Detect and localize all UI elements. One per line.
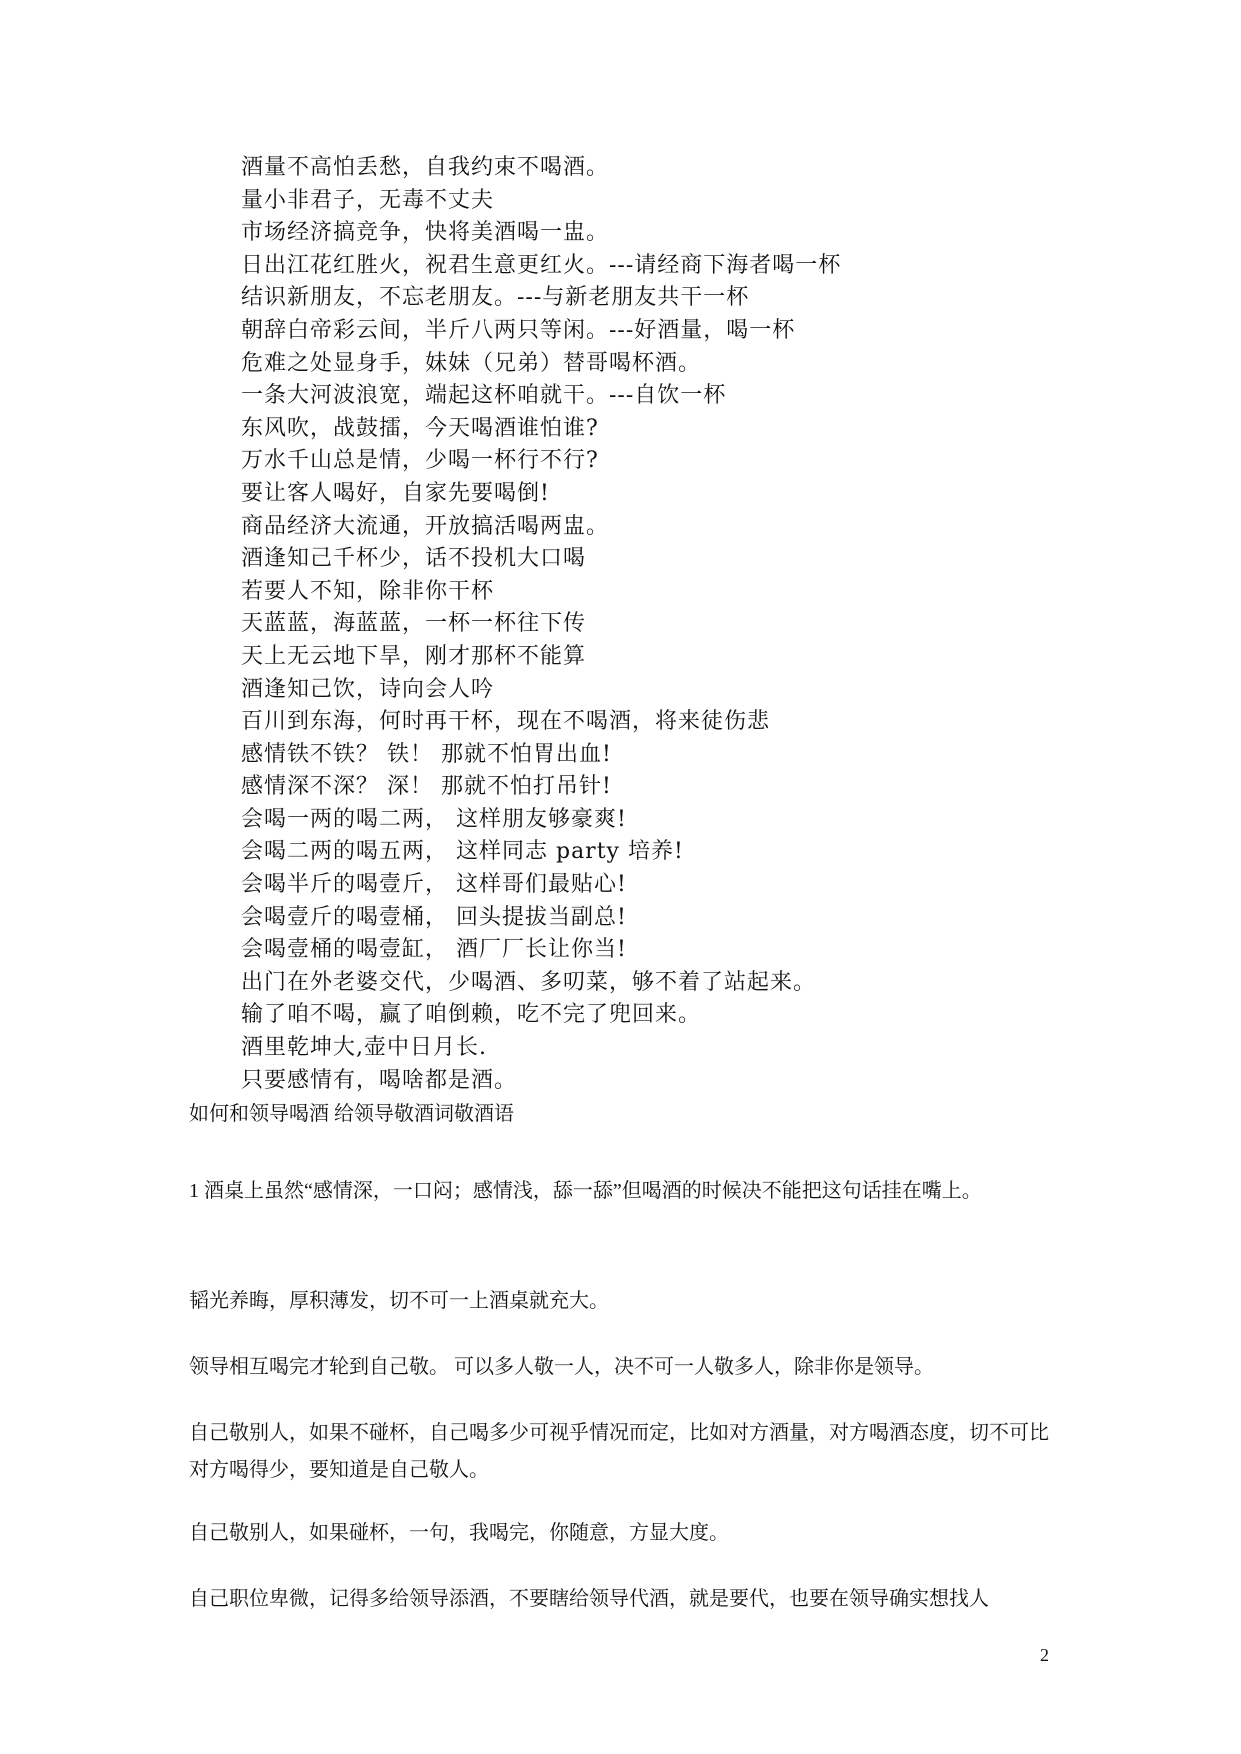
paragraph-text: 领导相互喝完才轮到自己敬。 可以多人敬一人，决不可一人敬多人，除非你是领导。 — [189, 1356, 934, 1378]
body-paragraph — [189, 1283, 1059, 1320]
verse-line: 要让客人喝好，自家先要喝倒! — [241, 480, 550, 506]
verse-line: 百川到东海，何时再干杯，现在不喝酒，将来徒伤悲 — [241, 709, 771, 735]
verse-line: 酒量不高怕丢愁，自我约束不喝酒。 — [241, 155, 610, 180]
verse-line: 商品经济大流通，开放搞活喝两盅。 — [241, 513, 610, 539]
toast-verse-list — [241, 152, 1141, 1097]
verse-line: 天蓝蓝，海蓝蓝，一杯一杯往下传 — [241, 611, 587, 637]
verse-line: 市场经济搞竞争，快将美酒喝一盅。 — [241, 220, 610, 246]
verse-line: 东风吹，战鼓擂，今天喝酒谁怕谁? — [241, 415, 599, 441]
verse-line: 会喝半斤的喝壹斤， 这样哥们最贴心! — [241, 872, 627, 898]
body-paragraph — [189, 1173, 1059, 1210]
verse-line: 输了咱不喝，赢了咱倒赖，吃不完了兜回来。 — [241, 1002, 702, 1028]
verse-line: 感情深不深？ 深！ 那就不怕打吊针! — [241, 774, 612, 800]
verse-line: 出门在外老婆交代，少喝酒、多叨菜，够不着了站起来。 — [241, 969, 817, 995]
verse-line: 朝辞白帝彩云间，半斤八两只等闲。---好酒量，喝一杯 — [241, 317, 796, 343]
verse-line: 量小非君子，无毒不丈夫 — [241, 187, 495, 213]
page-number: 2 — [1040, 1645, 1049, 1665]
paragraph-text: 自己敬别人，如果碰杯，一句，我喝完，你随意，方显大度。 — [189, 1522, 729, 1544]
verse-line: 会喝壹桶的喝壹缸， 酒厂厂长让你当! — [241, 937, 627, 963]
verse-line: 会喝一两的喝二两， 这样朋友够豪爽! — [241, 806, 627, 832]
body-paragraph — [189, 1415, 1059, 1489]
verse-line: 酒里乾坤大,壶中日月长. — [241, 1035, 487, 1061]
verse-line: 一条大河波浪宽，端起这杯咱就干。---自饮一杯 — [241, 383, 727, 409]
verse-line: 会喝二两的喝五两， 这样同志 party 培养! — [241, 839, 684, 865]
body-paragraph — [189, 1581, 1059, 1618]
verse-line: 危难之处显身手，妹妹（兄弟）替哥喝杯酒。 — [241, 350, 702, 376]
body-paragraph — [189, 1515, 1059, 1552]
verse-line: 天上无云地下旱，刚才那杯不能算 — [241, 643, 587, 669]
verse-line: 感情铁不铁？ 铁！ 那就不怕胃出血! — [241, 741, 612, 767]
verse-line: 万水千山总是情，少喝一杯行不行? — [241, 448, 599, 474]
paragraph-text: 自己职位卑微，记得多给领导添酒，不要瞎给领导代酒，就是要代，也要在领导确实想找人 — [189, 1588, 989, 1610]
paragraph-text: 自己敬别人，如果不碰杯，自己喝多少可视乎情况而定，比如对方酒量，对方喝酒态度，切不可比对方喝得少，要知道是自己敬人。 — [189, 1422, 1049, 1481]
verse-line: 只要感情有，喝啥都是酒。 — [241, 1067, 518, 1093]
paragraph-text: 1 酒桌上虽然“感情深，一口闷；感情浅，舔一舔”但喝酒的时候决不能把这句话挂在嘴上。 — [189, 1180, 982, 1202]
verse-line: 日出江花红胜火，祝君生意更红火。---请经商下海者喝一杯 — [241, 252, 842, 278]
verse-line: 酒逢知己饮，诗向会人吟 — [241, 676, 495, 702]
paragraph-text: 韬光养晦，厚积薄发，切不可一上酒桌就充大。 — [189, 1290, 609, 1312]
section-title: 如何和领导喝酒 给领导敬酒词敬酒语 — [189, 1103, 514, 1125]
verse-line: 若要人不知，除非你干杯 — [241, 578, 495, 604]
body-paragraph — [189, 1349, 1059, 1386]
verse-line: 会喝壹斤的喝壹桶， 回头提拔当副总! — [241, 904, 627, 930]
verse-line: 酒逢知己千杯少，话不投机大口喝 — [241, 546, 587, 572]
verse-line: 结识新朋友，不忘老朋友。---与新老朋友共干一杯 — [241, 285, 750, 311]
